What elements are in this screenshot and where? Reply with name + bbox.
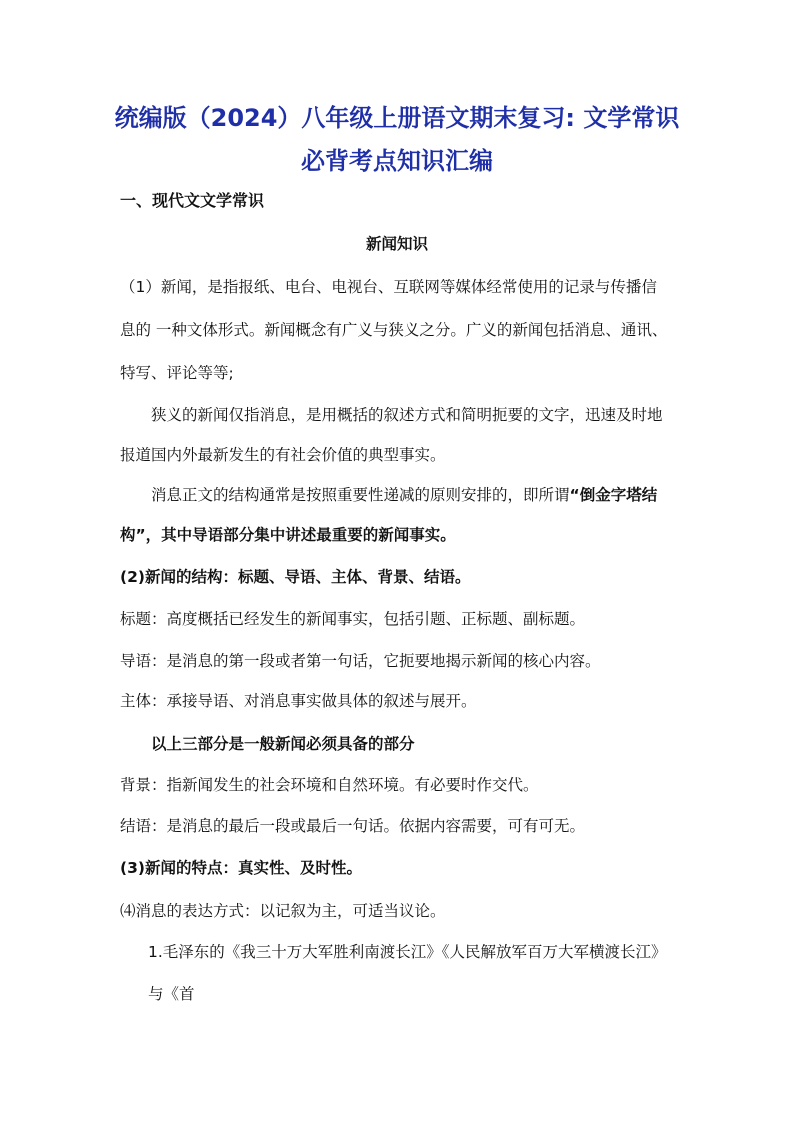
emphasis-text: “倒金字塔结	[569, 486, 658, 504]
structure-item-body: 主体：承接导语、对消息事实做具体的叙述与展开。	[120, 692, 477, 710]
structure-item-background: 背景：指新闻发生的社会环境和自然环境。有必要时作交代。	[120, 776, 539, 794]
expression-heading: ⑷消息的表达方式：以记叙为主，可适当议论。	[120, 902, 446, 920]
section-heading: 一、现代文文学常识	[120, 191, 265, 210]
paragraph-line: 息的 一种文体形式。新闻概念有广义与狭义之分。广义的新闻包括消息、通讯、	[120, 321, 668, 339]
paragraph-line: 特写、评论等等;	[120, 364, 234, 382]
paragraph-line: 报道国内外最新发生的有社会价值的典型事实。	[120, 446, 446, 464]
paragraph-line: 狭义的新闻仅指消息，是用概括的叙述方式和简明扼要的文字，迅速及时地	[151, 406, 663, 424]
structure-heading: (2)新闻的结构：标题、导语、主体、背景、结语。	[120, 568, 471, 586]
work-item-line: 与《首	[148, 985, 195, 1003]
paragraph-text: 消息正文的结构通常是按照重要性递减的原则安排的，即所谓	[151, 486, 570, 504]
structure-note: 以上三部分是一般新闻必须具备的部分	[151, 735, 415, 753]
paragraph-line: （1）新闻，是指报纸、电台、电视台、互联网等媒体经常使用的记录与传播信	[120, 278, 657, 296]
paragraph-line	[151, 484, 657, 506]
structure-item-lead: 导语：是消息的第一段或者第一句话，它扼要地揭示新闻的核心内容。	[120, 652, 601, 670]
structure-item-conclusion: 结语：是消息的最后一段或最后一句话。依据内容需要，可有可无。	[120, 817, 586, 835]
structure-item-title: 标题：高度概括已经发生的新闻事实，包括引题、正标题、副标题。	[120, 610, 586, 628]
document-title-line1: 统编版（2024）八年级上册语文期末复习: 文学常识	[114, 104, 680, 132]
paragraph-line: 构”，其中导语部分集中讲述最重要的新闻事实。	[120, 526, 456, 544]
section-subheading: 新闻知识	[365, 235, 428, 253]
work-item-line: 1.毛泽东的《我三十万大军胜利南渡长江》《人民解放军百万大军横渡长江》	[148, 943, 667, 961]
document-title-line2: 必背考点知识汇编	[301, 147, 493, 175]
features-heading: (3)新闻的特点：真实性、及时性。	[120, 859, 362, 877]
